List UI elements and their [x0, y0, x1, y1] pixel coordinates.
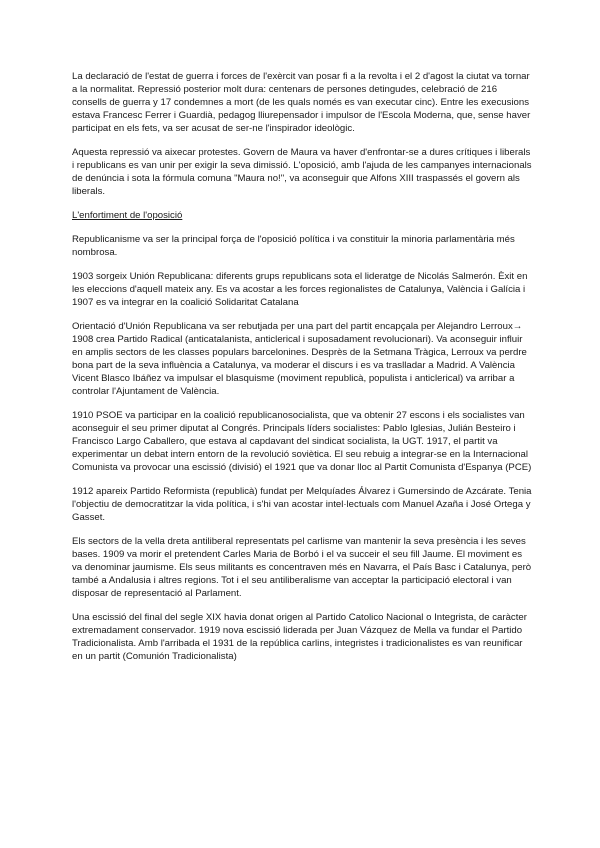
paragraph-protestes: Aquesta repressió va aixecar protestes. Govern de Maura va haver d'enfrontar-se a dures crítiques i liberals i republicans es van unir per exigir la seva dimissió. L'oposició, amb l'ajuda de les campanyes internacionals de denúncia i sota la fórmula comuna "Maura no!", va aconseguir que Alfons XIII traspassés el govern als liberals.: [72, 147, 532, 197]
paragraph-carlisme: Els sectors de la vella dreta antiliberal representats pel carlisme van mantenir la seva presència i les seves bases. 1909 va morir el pretendent Carles Maria de Borbó i el va succeir el seu fill Jaume. El moviment es va denominar jaumisme. Els seus militants es concentraven més en Navarra, el País Basc i Catalunya, però també a Andalusia i altres regions. Tot i el seu antiliberalisme van acceptar la participació electoral i van disposar de representació al Parlament.: [72, 536, 532, 599]
section-heading: L'enfortiment de l'oposició: [72, 210, 183, 221]
paragraph-psoe: 1910 PSOE va participar en la coalició republicanosocialista, que va obtenir 27 escons i els socialistes van aconseguir el seu primer diputat al Congrés. Principals líders socialistes: Pablo Iglesias, Julián Besteiro i Francisco Largo Caballero, que estava al capdavant del sindicat socialista, la UGT. 1917, el partit va experimentar un debat intern entorn de la revolució soviètica. El seu rebuig a integrar-se en la Internacional Comunista va provocar una escissió (divisió) el 1921 que va donar lloc al Partit Comunista d'Espanya (PCE): [72, 410, 532, 473]
paragraph-repressio: La declaració de l'estat de guerra i forces de l'exèrcit van posar fi a la revolta i el 2 d'agost la ciutat va tornar a la normalitat. Repressió posterior molt dura: centenars de persones detingudes, celebració de 216 consells de guerra y 17 condemnes a mort (de les quals només es van executar cinc). Entre les execusions estava Francesc Ferrer i Guardià, pedagog lliurepensador i impulsor de l'Escola Moderna, que, sense haver participat en els fets, va ser acusat de ser-ne l'inspirador ideològic.: [72, 71, 531, 134]
paragraph-republicanisme: Republicanisme va ser la principal força de l'oposició política i va constituir la minoria parlamentària més nombrosa.: [72, 234, 515, 258]
paragraph-integrista: Una escissió del final del segle XIX havia donat origen al Partido Catolico Nacional o Integrista, de caràcter extremadament conservador. 1919 nova escissió liderada per Juan Vázquez de Mella va fundar el Partido Tradicionalista. Amb l'arribada el 1931 de la república carlins, integristes i tradicionalistes es van reunificar en un partit (Comunión Tradicionalista): [72, 612, 527, 662]
paragraph-union-republicana: 1903 sorgeix Unión Republicana: diferents grups republicans sota el lideratge de Nicolás Salmerón. Èxit en les eleccions d'aquell mateix any. Es va acostar a les forces regionalistes de Catalunya, València i Galícia i 1907 es va integrar en la coalició Solidaritat Catalana: [72, 271, 528, 308]
paragraph-partido-reformista: 1912 apareix Partido Reformista (republicà) fundat per Melquíades Álvarez i Gumersindo de Azcárate. Tenia l'objectiu de democratitzar la vida política, i s'hi van acostar intel·lectuals com Manuel Azaña i José Ortega y Gasset.: [72, 486, 532, 523]
paragraph-partido-radical: Orientació d'Unión Republicana va ser rebutjada per una part del partit encapçala per Alejandro Lerroux→ 1908 crea Partido Radical (anticatalanista, anticlerical i suposadament revolucionari). Va aconseguir influir en amplis sectors de les classes populars barcelonines. Desprès de la Setmana Tràgica, Lerroux va perdre bona part de la seva influència a Catalunya, va moderar el discurs i es va traslladar a Madrid. A València Vicent Blasco Ibáñez va impulsar el blasquisme (moviment republicà, populista i anticlerical) va arribar a controlar l'Ajuntament de València.: [72, 321, 527, 397]
